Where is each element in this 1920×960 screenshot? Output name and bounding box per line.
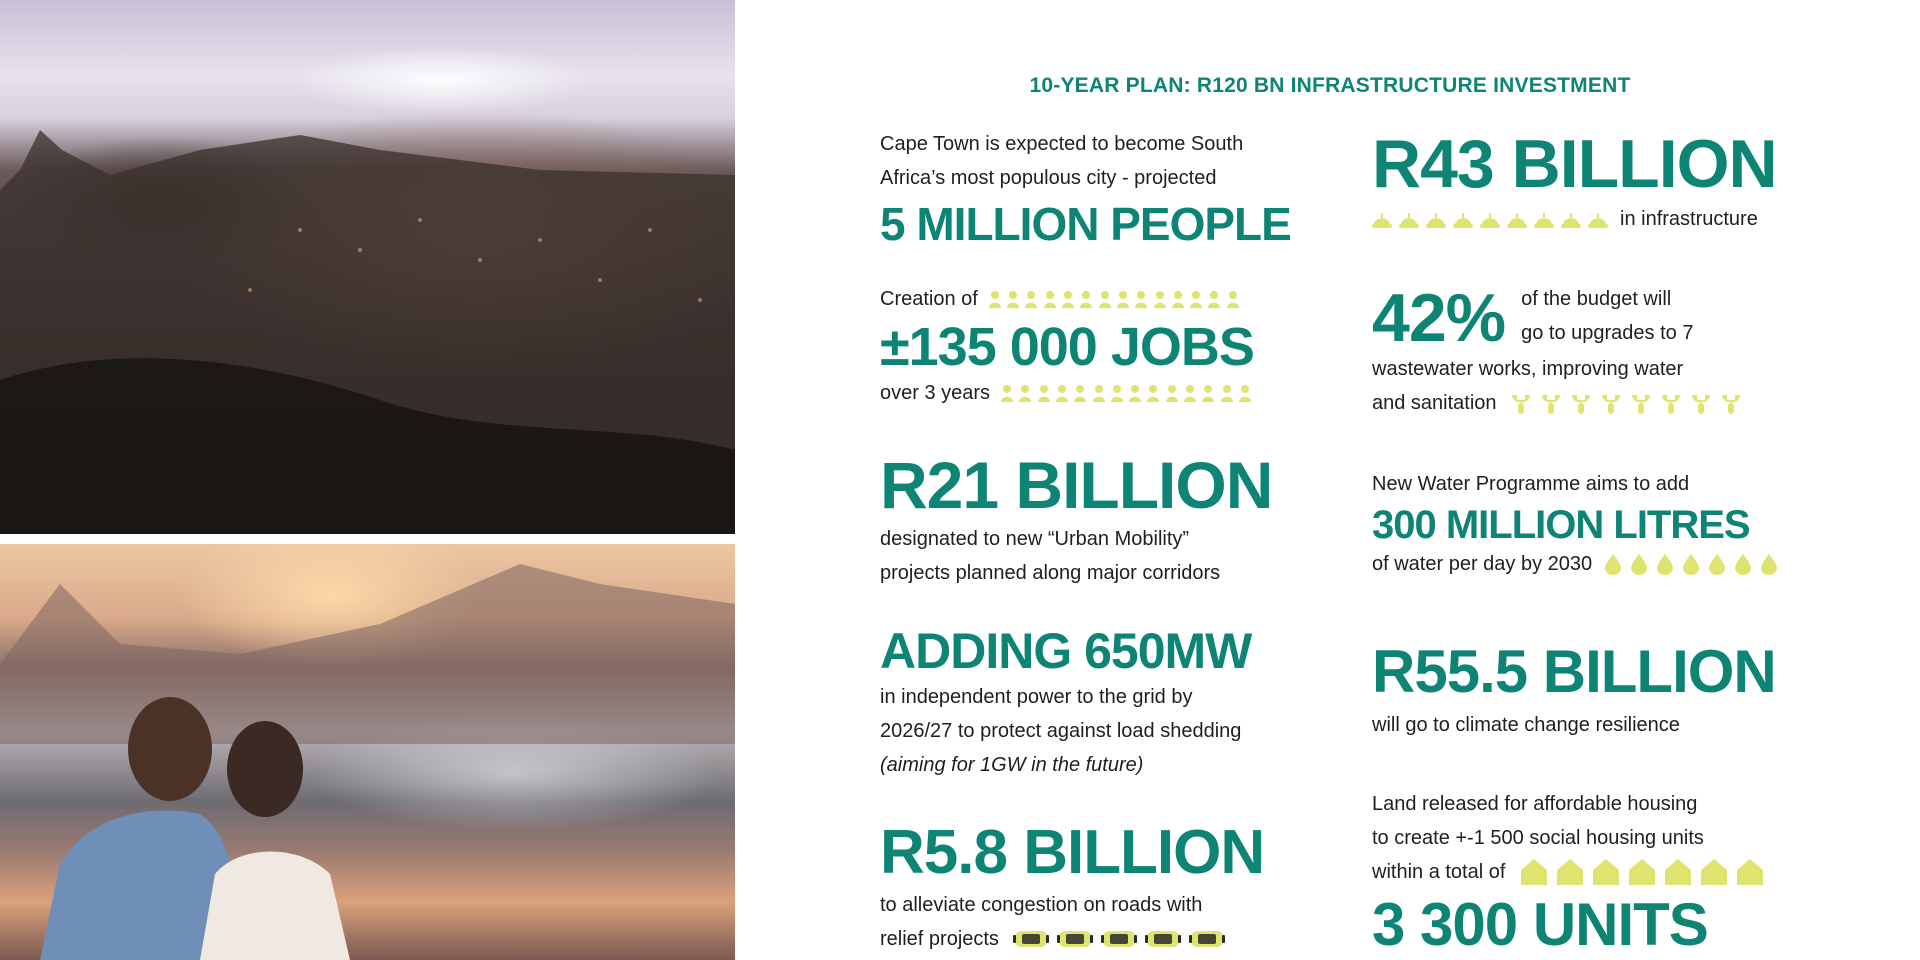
infrastructure-suffix: in infrastructure [1620, 208, 1758, 230]
jobs-suffix: over 3 years [880, 382, 991, 404]
housing-line-2: to create +-1 500 social housing units [1372, 827, 1704, 849]
hard-hat-icon [1507, 210, 1527, 228]
water-drop-icon [1630, 553, 1648, 575]
wrench-icon [1659, 391, 1683, 415]
person-icon [1146, 384, 1160, 402]
house-icon [1627, 858, 1657, 886]
person-icon-row-top [988, 290, 1240, 308]
water-drop-icon [1682, 553, 1700, 575]
hard-hat-icon [1372, 210, 1392, 228]
person-icon [1006, 290, 1020, 308]
power-line-2: 2026/27 to protect against load shedding [880, 720, 1242, 742]
person-icon [1079, 290, 1093, 308]
housing-line-3: within a total of [1372, 861, 1506, 883]
wrench-icon-row [1509, 391, 1743, 415]
person-icon [1153, 290, 1167, 308]
house-icon [1519, 858, 1549, 886]
jobs-stat [880, 282, 1254, 410]
house-icon [1663, 858, 1693, 886]
person-icon [1201, 384, 1215, 402]
infrastructure-stat [1372, 126, 1777, 236]
water-drop-icon [1760, 553, 1778, 575]
wrench-icon [1539, 391, 1563, 415]
power-line-3: (aiming for 1GW in the future) [880, 754, 1144, 776]
water-drop-icon [1604, 553, 1622, 575]
house-icon [1699, 858, 1729, 886]
person-icon [1024, 290, 1038, 308]
power-stat [880, 623, 1252, 782]
water-suffix: of water per day by 2030 [1372, 553, 1593, 575]
mobility-line-2: projects planned along major corridors [880, 562, 1221, 584]
couple-waterfront-photo [0, 544, 735, 960]
cape-town-aerial-photo [0, 0, 735, 534]
person-icon [1043, 290, 1057, 308]
housing-line-1: Land released for affordable housing [1372, 793, 1698, 815]
roads-line-1: to alleviate congestion on roads with [880, 894, 1203, 916]
water-line-1: New Water Programme aims to add [1372, 473, 1690, 495]
person-icon [1018, 384, 1032, 402]
wastewater-figure: 42% [1372, 280, 1506, 356]
person-icon [1073, 384, 1087, 402]
person-icon [1207, 290, 1221, 308]
housing-stat [1372, 787, 1765, 958]
person-icon [1116, 290, 1130, 308]
water-drop-icon [1734, 553, 1752, 575]
car-icon [1013, 928, 1049, 950]
hard-hat-icon [1534, 210, 1554, 228]
person-icon [1226, 290, 1240, 308]
water-drop-icon-row [1604, 553, 1778, 575]
car-icon [1145, 928, 1181, 950]
wrench-icon [1509, 391, 1533, 415]
wrench-icon [1569, 391, 1593, 415]
hard-hat-icon [1480, 210, 1500, 228]
water-stat [1372, 467, 1778, 581]
population-figure: 5 MILLION PEOPLE [880, 198, 1291, 250]
housing-figure: 3 300 UNITS [1372, 891, 1708, 958]
person-icon-row-bottom [1000, 384, 1252, 402]
person-icon [1061, 290, 1075, 308]
house-icon [1555, 858, 1585, 886]
wastewater-line-3: wastewater works, improving water [1372, 358, 1684, 380]
car-icon [1101, 928, 1137, 950]
roads-line-2: relief projects [880, 928, 999, 950]
wastewater-line-1: of the budget will [1521, 288, 1672, 310]
wrench-icon [1689, 391, 1713, 415]
person-icon [1220, 384, 1234, 402]
page-heading: 10-YEAR PLAN: R120 BN INFRASTRUCTURE INVESTMENT [1029, 74, 1631, 97]
mountain-silhouette [0, 0, 735, 534]
population-stat [880, 127, 1291, 250]
person-icon [1189, 290, 1203, 308]
house-icon [1735, 858, 1765, 886]
person-icon [1171, 290, 1185, 308]
population-line-2: Africa’s most populous city - projected [880, 167, 1217, 189]
climate-figure: R55.5 BILLION [1372, 638, 1776, 705]
house-icon-row [1519, 858, 1765, 886]
mobility-line-1: designated to new “Urban Mobility” [880, 528, 1190, 550]
person-icon [1037, 384, 1051, 402]
person-icon [1134, 290, 1148, 308]
person-icon [1165, 384, 1179, 402]
power-line-1: in independent power to the grid by [880, 686, 1193, 708]
hard-hat-icon [1399, 210, 1419, 228]
wrench-icon [1599, 391, 1623, 415]
person-icon [1092, 384, 1106, 402]
mobility-figure: R21 BILLION [880, 448, 1273, 522]
water-drop-icon [1656, 553, 1674, 575]
person-icon [1128, 384, 1142, 402]
wrench-icon [1719, 391, 1743, 415]
person-icon [1000, 384, 1014, 402]
roads-figure: R5.8 BILLION [880, 818, 1265, 887]
person-icon [1110, 384, 1124, 402]
mobility-stat [880, 448, 1273, 590]
car-icon [1057, 928, 1093, 950]
couple-silhouette [0, 544, 735, 960]
jobs-figure: ±135 000 JOBS [880, 317, 1254, 377]
climate-line-1: will go to climate change resilience [1372, 714, 1680, 736]
climate-stat [1372, 638, 1776, 742]
jobs-prefix: Creation of [880, 288, 978, 310]
person-icon [988, 290, 1002, 308]
population-line-1: Cape Town is expected to become South [880, 133, 1244, 155]
infrastructure-figure: R43 BILLION [1372, 126, 1777, 202]
person-icon [1238, 384, 1252, 402]
wastewater-stat [1372, 282, 1743, 420]
wastewater-line-4: and sanitation [1372, 392, 1497, 414]
wastewater-line-2: go to upgrades to 7 [1521, 322, 1694, 344]
wrench-icon [1629, 391, 1653, 415]
water-drop-icon [1708, 553, 1726, 575]
house-icon [1591, 858, 1621, 886]
roads-stat [880, 818, 1265, 956]
hard-hat-icon [1561, 210, 1581, 228]
water-figure: 300 MILLION LITRES [1372, 503, 1750, 547]
hard-hat-icon [1588, 210, 1608, 228]
car-icon [1189, 928, 1225, 950]
hard-hat-icon [1426, 210, 1446, 228]
person-icon [1183, 384, 1197, 402]
person-icon [1098, 290, 1112, 308]
person-icon [1055, 384, 1069, 402]
hard-hat-icon-row [1372, 210, 1608, 228]
power-figure: ADDING 650MW [880, 623, 1252, 679]
hard-hat-icon [1453, 210, 1473, 228]
car-icon-row [1013, 928, 1225, 950]
